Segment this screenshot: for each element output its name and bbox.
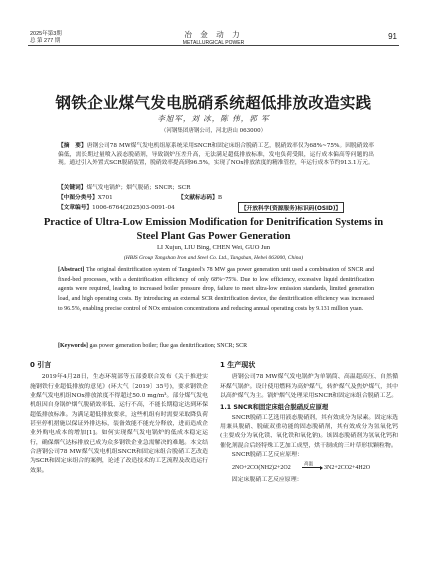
abstract-en	[58, 266, 374, 315]
article-title-cn: 钢铁企业煤气发电脱硝系统超低排放改造实践	[55, 94, 372, 112]
total-issue: 总 第 277 期	[30, 38, 61, 44]
clc-value: X701	[97, 195, 113, 201]
journal-name-cn: 冶 金 动 力	[184, 30, 243, 39]
keywords-cn-text: 煤气发电锅炉；烟气脱硝；SNCR；SCR	[86, 185, 191, 191]
article-no-field	[58, 202, 175, 211]
subsection-heading-principle: 1.1 SNCR和固定床组合脱硝反应原理	[220, 404, 329, 412]
osid-label: 【开放科学(资源服务)标识码(OSID)】	[238, 202, 344, 213]
reaction-arrow-icon	[302, 467, 322, 468]
article-no-label: 【文章编号】	[58, 205, 93, 211]
sncr-equation	[220, 462, 398, 476]
journal-header	[150, 29, 277, 46]
body-column-right	[220, 361, 398, 486]
abstract-cn-label: 【摘 要】	[58, 143, 87, 149]
article-title-en: Practice of Ultra-Low Emission Modification for Denitrification Systems in Steel Plant Gas Power Generation	[43, 217, 384, 242]
section-heading-status: 1 生产现状	[220, 361, 256, 369]
clc-field	[58, 192, 113, 201]
keywords-en-label: [Keywords]	[58, 343, 88, 349]
issue-info	[30, 31, 62, 45]
section-heading-intro: 0 引言	[30, 361, 52, 369]
clc-label: 【中图分类号】	[58, 195, 98, 201]
authors-cn: 李旭军，刘 冰，陈 伟，郭 军	[157, 114, 270, 123]
doc-code-label: 【文献标志码】	[178, 195, 218, 201]
affiliation-en: (HBIS Group Tangshan Iron and Steel Co. Ltd., Tangshan, Hebei 063000, China)	[123, 255, 304, 261]
journal-name-en: METALLURGICAL POWER	[182, 40, 245, 46]
affiliation-cn: （河钢集团唐钢公司，河北唐山 063000）	[160, 128, 267, 134]
doc-code-value: B	[217, 195, 222, 201]
page-number: 91	[388, 32, 397, 41]
equation-products: 3N2+2CO2+4H2O	[324, 465, 371, 472]
equation-reactants: 2NO+2CO(NH2)2+2O2	[232, 465, 291, 472]
status-paragraph: 唐钢公司78 MW煤气发电锅炉为单锅筒、高温超高压、自然循环煤气锅炉。设计使用燃料为高炉煤气，转炉煤气及焦炉煤气，其中以高炉煤气为主。锅炉烟气处理采用SNCR和固定床组合脱硝工艺。	[220, 374, 398, 400]
keywords-cn-label: 【关键词】	[58, 185, 87, 191]
abstract-en-label: [Abstract]	[58, 267, 85, 273]
fixed-bed-intro: 固定床脱硝工艺反应原理：	[231, 477, 303, 484]
abstract-cn-text: 唐钢公司78 MW煤气发电机组原系统采用SNCR和固定床组合脱硝工艺，脱硝效率仅为68%~75%。因脱硝效率偏低，需长期过量喷入液态脱硝剂，导致锅炉压差升高，无法满足超低排放标准，发电负荷受限，运行成本偏高等问题的出现。通过引入外置式SCR脱硝装置，脱硝效率提高到96.5%，实现了NOx排放浓度的精准管控，年运行成本节约913.1万元。	[58, 143, 374, 167]
keywords-en-text: gas power generation boiler; flue gas denitrification; SNCR; SCR	[89, 343, 248, 349]
reaction-intro: SNCR脱硝工艺反应原理：	[231, 452, 303, 459]
body-column-left	[30, 361, 208, 476]
equation-condition: 高温	[304, 461, 313, 467]
keywords-en	[58, 343, 374, 349]
intro-paragraph: 2019年4月28日，生态环境部等五部委联合发布《关于推进实施钢铁行业超低排放的意见》(环大气〔2019〕35号)，要求钢铁企业煤气发电机组NOx排放浓度不得超过50.0 mg/m³。部分煤气发电机组因自身锅炉烟气脱硝效率低、运行不高，不能长期稳定达到环保超低排放标准。为满足超低排放要求，这些机组有时需要采取降负荷甚至停机措施以保证外排达标，装备效能不能充分释放，进而造成企业外购电成本的增加[1]。如何实现煤气发电锅炉的低成本稳定运行，确保烟气达标排放已成为众多钢铁企业急需解决的难题。本文结合唐钢公司78 MW煤气发电机组SNCR和固定床组合脱硝工艺改造为SCR和固定床组合的案例，论述了改造技术的工艺流程及改造运行效果。	[30, 374, 208, 474]
abstract-cn	[58, 142, 374, 168]
abstract-en-text: The original denitrification system of Tangsteel's 78 MW gas power generation unit used a combination of SNCR and fixed-bed processes, with a denitrification efficiency of only 68%~75%. Due to low efficiency, excessive liquid denitrification agents were required, leading to increased boiler pressure drop, failure to meet ultra-low emission standards, limited generation load, and high operating costs. By introducing an external SCR denitrification device, the denitrification efficiency was increased to 96.5%, enabling precise control of NOx emission concentrations and reducing annual operating costs by 9.131 million yuan.	[58, 267, 374, 312]
keywords-cn	[58, 182, 374, 191]
header-rule	[28, 45, 399, 46]
doc-code-field	[178, 192, 222, 201]
article-no-value: 1006-6764(2025)03-0091-04	[92, 205, 175, 211]
volume-issue: 2025年第3期	[30, 31, 62, 37]
principle-paragraph: SNCR脱硝工艺选用液态脱硝剂，其有效成分为尿素。固定床选用兼具脱硝、脱硫双重功能的固态脱硝剂，其有效成分为氢氧化钙(主要成分为氧化镁、氧化铁和氧化钠)。该固态脱硝剂为氢氧化钙和催化剂混合后经特殊工艺加工成型，烘干制成的三叶草形状颗粒物。	[220, 414, 398, 449]
authors-en: LI Xujun, LIU Bing, CHEN Wei, GUO Jun	[156, 244, 271, 251]
